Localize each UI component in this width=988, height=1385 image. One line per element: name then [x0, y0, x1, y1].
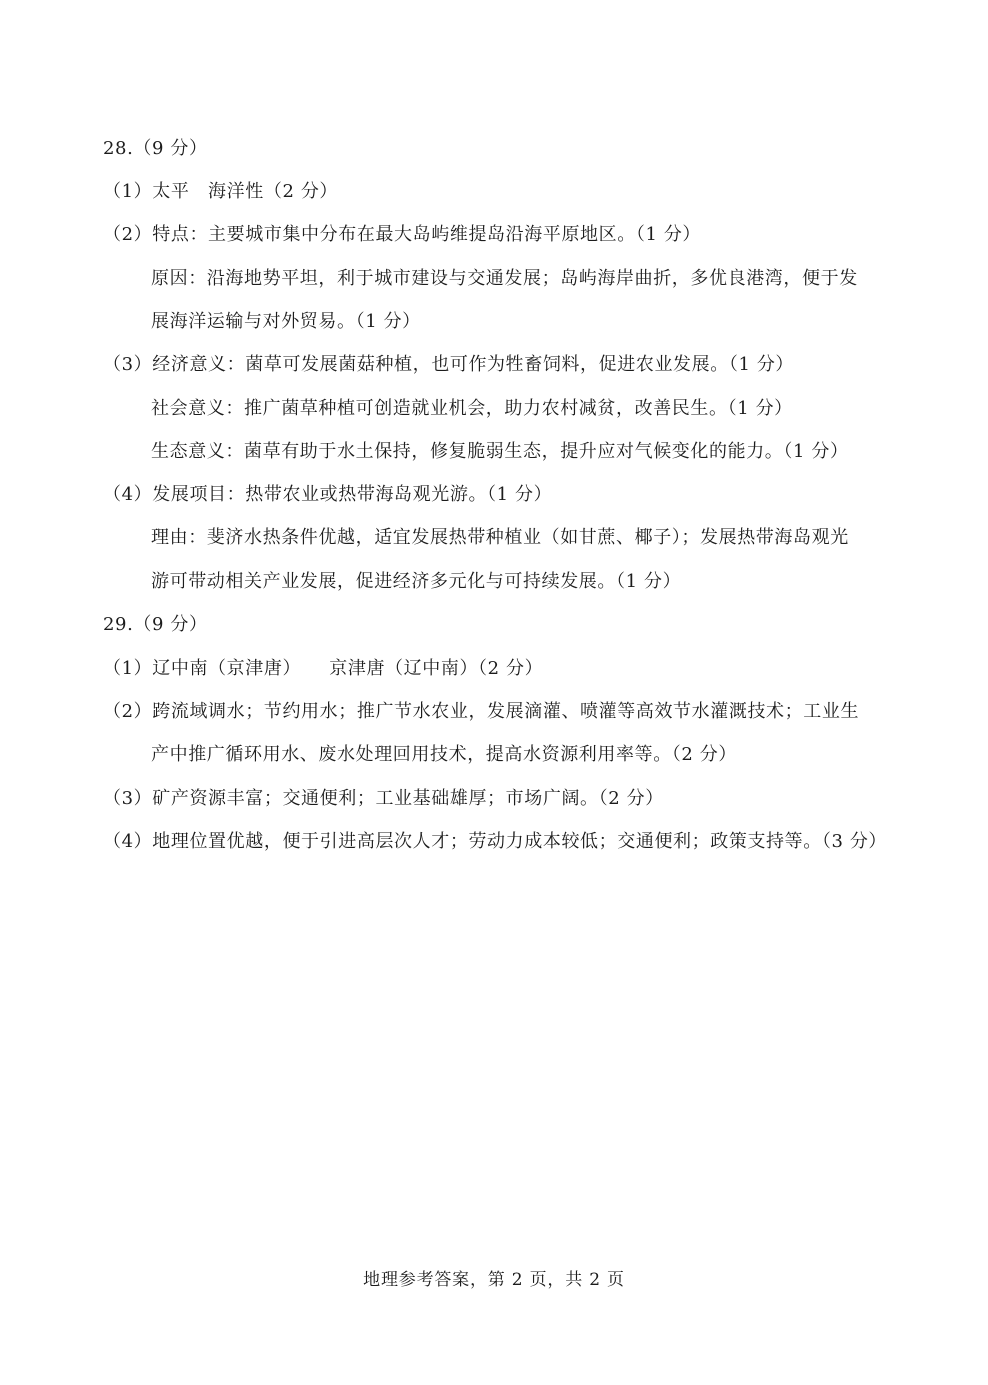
q29-part4: （4）地理位置优越，便于引进高层次人才；劳动力成本较低；交通便利；政策支持等。（3 分）	[103, 831, 888, 852]
q28-part4-line3: 游可带动相关产业发展，促进经济多元化与可持续发展。（1 分）	[151, 571, 682, 592]
q28-part2-line3: 展海洋运输与对外贸易。（1 分）	[151, 311, 421, 332]
q29-part1: （1）辽中南（京津唐） 京津唐（辽中南）（2 分）	[103, 658, 544, 679]
q28-part4-line1: （4）发展项目：热带农业或热带海岛观光游。（1 分）	[103, 484, 553, 505]
page-footer: 地理参考答案，第 2 页，共 2 页	[363, 1270, 625, 1290]
q29-part2-line2: 产中推广循环用水、废水处理回用技术，提高水资源利用率等。（2 分）	[151, 744, 737, 765]
q29-part2-line1: （2）跨流域调水；节约用水；推广节水农业，发展滴灌、喷灌等高效节水灌溉技术；工业生	[103, 701, 860, 722]
q28-part2-line2: 原因：沿海地势平坦，利于城市建设与交通发展；岛屿海岸曲折，多优良港湾，便于发	[151, 268, 858, 289]
q28-part3-line2: 社会意义：推广菌草种植可创造就业机会，助力农村减贫，改善民生。（1 分）	[151, 398, 793, 419]
q28-part3-line1: （3）经济意义：菌草可发展菌菇种植，也可作为牲畜饲料，促进农业发展。（1 分）	[103, 354, 795, 375]
q28-header: 28.（9 分）	[103, 138, 208, 159]
q29-header: 29.（9 分）	[103, 614, 208, 635]
q29-part3: （3）矿产资源丰富；交通便利；工业基础雄厚；市场广阔。（2 分）	[103, 788, 664, 809]
q28-part2-line1: （2）特点：主要城市集中分布在最大岛屿维提岛沿海平原地区。（1 分）	[103, 224, 702, 245]
q28-part4-line2: 理由：斐济水热条件优越，适宜发展热带种植业（如甘蔗、椰子）；发展热带海岛观光	[151, 527, 849, 548]
q28-part3-line3: 生态意义：菌草有助于水土保持，修复脆弱生态，提升应对气候变化的能力。（1 分）	[151, 441, 849, 462]
q28-part1: （1）太平 海洋性（2 分）	[103, 181, 339, 202]
